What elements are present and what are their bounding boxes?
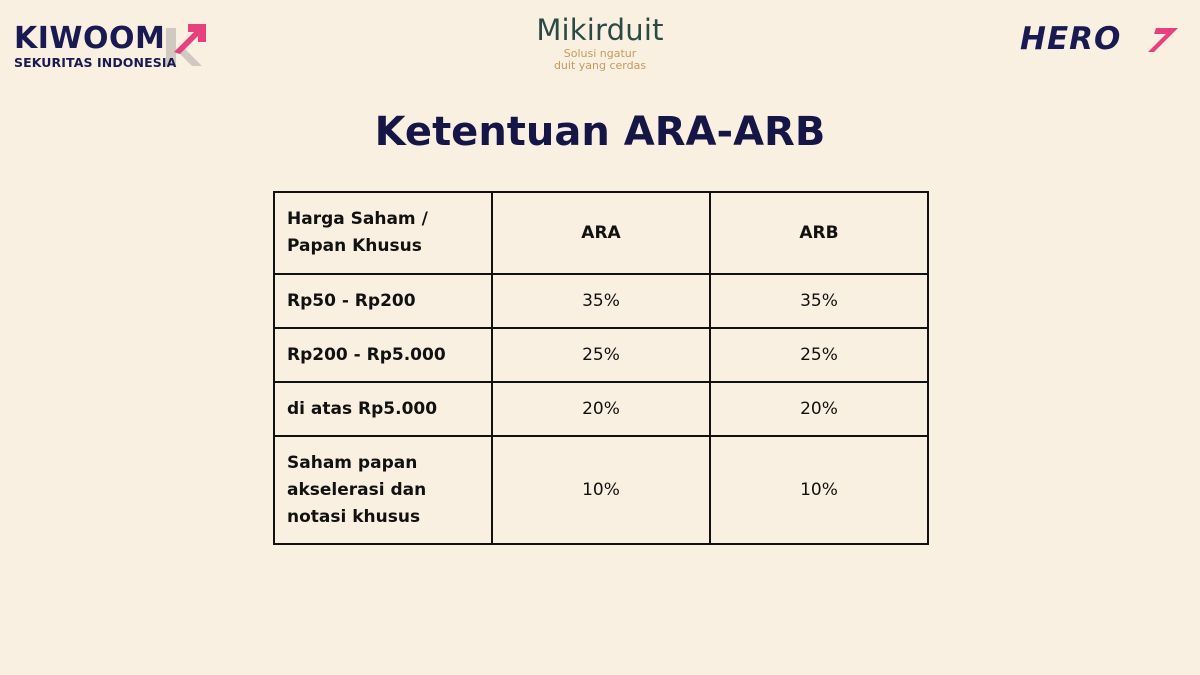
mikirduit-logo-text: Mikirduit <box>536 13 664 47</box>
hero-logo <box>1020 22 1180 62</box>
arb-value: 25% <box>710 328 928 382</box>
kiwoom-logo-subtitle: SEKURITAS INDONESIA <box>14 55 177 70</box>
row-label: Rp200 - Rp5.000 <box>274 328 492 382</box>
header-arb: ARB <box>710 192 928 274</box>
ara-value: 35% <box>492 274 710 328</box>
hero-logo-text: HERO <box>1020 21 1122 57</box>
header-price-range: Harga Saham / Papan Khusus <box>274 192 492 274</box>
arb-value: 35% <box>710 274 928 328</box>
ara-value: 25% <box>492 328 710 382</box>
kiwoom-logo <box>14 16 199 76</box>
page-title: Ketentuan ARA-ARB <box>374 109 826 155</box>
mikirduit-tagline-line1: Solusi ngatur <box>563 47 637 60</box>
table-row <box>274 382 928 436</box>
table-row <box>274 274 928 328</box>
kiwoom-logo-text: KIWOOM <box>14 21 166 56</box>
row-label: Rp50 - Rp200 <box>274 274 492 328</box>
table-header-row <box>274 192 928 274</box>
table-row <box>274 436 928 544</box>
arb-value: 10% <box>710 436 928 544</box>
row-label: di atas Rp5.000 <box>274 382 492 436</box>
arb-value: 20% <box>710 382 928 436</box>
ara-value: 20% <box>492 382 710 436</box>
hero-arrow-icon <box>1148 26 1178 54</box>
mikirduit-tagline-line2: duit yang cerdas <box>553 59 647 72</box>
table-row <box>274 328 928 382</box>
header-ara: ARA <box>492 192 710 274</box>
ara-arb-table <box>273 191 929 545</box>
mikirduit-logo <box>500 13 700 80</box>
row-label: Saham papan akselerasi dan notasi khusus <box>274 436 492 544</box>
ara-value: 10% <box>492 436 710 544</box>
